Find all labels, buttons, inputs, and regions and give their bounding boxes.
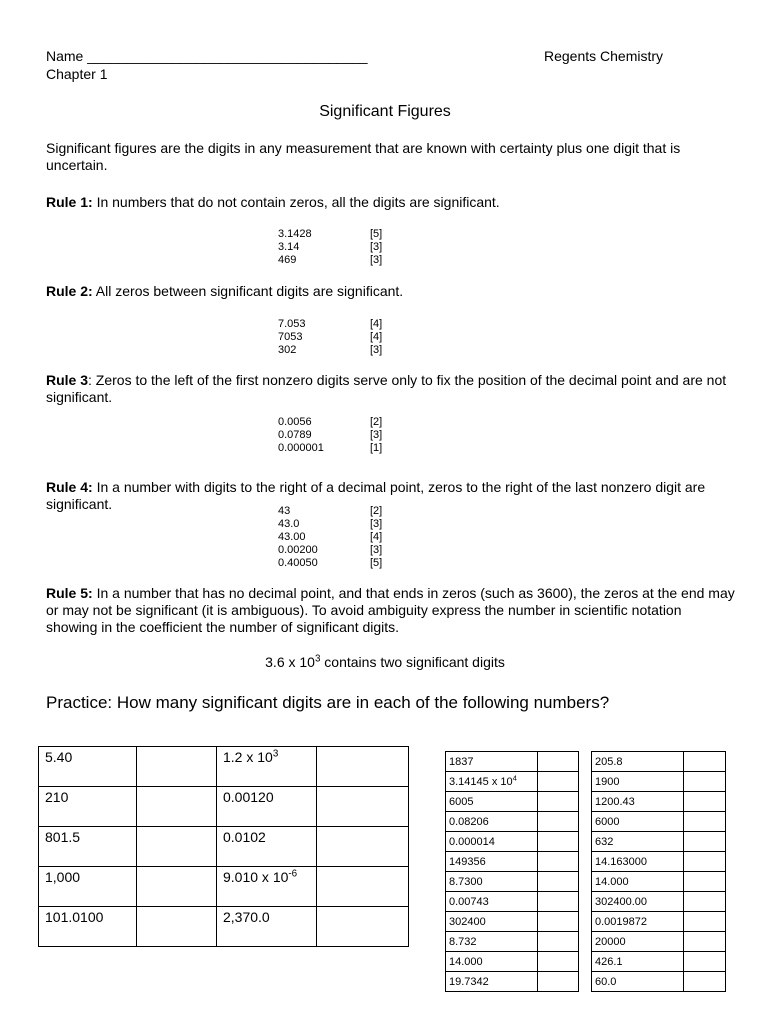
table-row [592,772,726,792]
answer-cell[interactable] [137,867,217,907]
example-count: [3] [370,544,383,556]
number-cell [592,792,684,812]
table-row [446,812,579,832]
sci-base: 3.6 x 10 [265,654,315,670]
number-value: 1,000 [45,869,81,885]
example-row [278,557,418,570]
answer-cell[interactable] [538,832,579,852]
number-cell [592,952,684,972]
answer-cell[interactable] [538,972,579,992]
table-row [592,812,726,832]
example-count: [2] [370,505,383,517]
number-value: 8.732 [449,935,477,948]
name-blank-line: ____________________________________ [87,48,368,64]
number-value: 9.010 x 10 [223,869,289,885]
answer-cell[interactable] [684,972,726,992]
example-value: 3.14 [278,241,300,253]
number-value: 5.40 [45,749,73,765]
number-value: 2,370.0 [223,909,270,925]
number-value: 101.0100 [45,909,104,925]
example-row [278,228,418,241]
answer-cell[interactable] [538,852,579,872]
table-row [39,867,409,907]
sci-description: contains two significant digits [320,654,505,670]
number-value: 14.163000 [595,855,647,868]
rule-1 [46,194,736,211]
example-count: [1] [370,442,383,454]
number-value: 14.000 [595,875,629,888]
answer-cell[interactable] [538,812,579,832]
example-value: 0.0056 [278,416,312,428]
example-count: [3] [370,254,383,266]
example-value: 469 [278,254,297,266]
answer-cell[interactable] [317,747,409,787]
answer-cell[interactable] [137,787,217,827]
example-row [278,344,418,357]
answer-cell[interactable] [538,792,579,812]
number-value: 0.08206 [449,815,489,828]
practice-table-large [38,746,409,947]
answer-cell[interactable] [684,892,726,912]
table-row [39,827,409,867]
example-row [278,518,418,531]
example-count: [4] [370,331,383,343]
example-row [278,442,418,455]
number-cell [39,747,137,787]
example-count: [5] [370,228,383,240]
number-exponent: 3 [272,748,279,760]
example-row [278,416,418,429]
example-value: 0.000001 [278,442,324,454]
example-count: [4] [370,318,383,330]
answer-cell[interactable] [684,932,726,952]
sci-exponent: 3 [314,653,321,665]
number-cell [446,832,538,852]
example-row [278,544,418,557]
number-cell [446,792,538,812]
table-row [446,952,579,972]
rule-2-text: All zeros between significant digits are significant. [92,283,404,299]
name-field [46,48,368,65]
rule-4-label: Rule 4: [46,479,93,495]
answer-cell[interactable] [137,747,217,787]
number-cell [446,912,538,932]
number-cell [217,747,317,787]
rule-3-examples [278,416,418,455]
answer-cell[interactable] [684,852,726,872]
example-value: 0.40050 [278,557,318,569]
number-value: 302400 [449,915,486,928]
number-cell [446,932,538,952]
table-row [592,872,726,892]
practice-table-small-right [591,751,726,992]
table-row [446,752,579,772]
number-value: 1900 [595,775,620,788]
table-row [446,832,579,852]
page-title: Significant Figures [319,103,451,120]
answer-cell[interactable] [684,752,726,772]
rule-5-text: In a number that has no decimal point, and that ends in zeros (such as 3600), the zeros at the end may or may not be significant (it is ambiguous). To avoid ambiguity express the number in scientific notation showing in the coefficient the number of significant digits. [46,585,735,635]
number-cell [592,912,684,932]
rule-4-text: In a number with digits to the right of a decimal point, zeros to the right of the last nonzero digit are significant. [46,479,706,512]
number-exponent: -6 [288,868,298,880]
rule-1-label: Rule 1: [46,194,93,210]
number-value: 20000 [595,935,626,948]
answer-cell[interactable] [538,892,579,912]
answer-cell[interactable] [684,912,726,932]
answer-cell[interactable] [538,772,579,792]
example-row [278,241,418,254]
table-row [446,852,579,872]
example-row [278,505,418,518]
example-count: [3] [370,518,383,530]
table-row [592,832,726,852]
number-cell [446,952,538,972]
number-exponent: 4 [512,772,517,782]
example-row [278,531,418,544]
number-cell [446,892,538,912]
table-row [446,912,579,932]
example-count: [3] [370,429,383,441]
table-row [592,892,726,912]
practice-table-small-left [445,751,579,992]
answer-cell[interactable] [684,952,726,972]
rule-3 [46,372,736,406]
number-cell [39,827,137,867]
answer-cell[interactable] [684,872,726,892]
answer-cell[interactable] [317,867,409,907]
example-count: [3] [370,241,383,253]
answer-cell[interactable] [538,952,579,972]
table-row [446,892,579,912]
example-count: [3] [370,344,383,356]
table-row [446,772,579,792]
answer-cell[interactable] [317,787,409,827]
intro-paragraph: Significant figures are the digits in any measurement that are known with certainty plus one digit that is uncertain. [46,140,681,173]
scientific-notation-example [0,654,770,671]
number-value: 3.14145 x 10 [449,775,513,788]
number-cell [217,907,317,947]
rule-4-examples [278,505,418,570]
table-row [446,872,579,892]
number-cell [39,867,137,907]
rule-5-label: Rule 5: [46,585,93,601]
number-value: 632 [595,835,614,848]
table-row [592,752,726,772]
table-row [592,792,726,812]
number-value: 8.7300 [449,875,483,888]
example-row [278,331,418,344]
example-value: 3.1428 [278,228,312,240]
number-value: 1200.43 [595,795,635,808]
number-value: 801.5 [45,829,81,845]
number-value: 210 [45,789,69,805]
number-cell [217,827,317,867]
number-value: 0.00743 [449,895,489,908]
rule-5 [46,585,736,636]
number-value: 19.7342 [449,975,489,988]
answer-cell[interactable] [137,827,217,867]
answer-cell[interactable] [137,907,217,947]
number-value: 60.0 [595,975,617,988]
example-count: [5] [370,557,383,569]
rule-2-label: Rule 2: [46,283,93,299]
answer-cell[interactable] [684,832,726,852]
number-cell [217,787,317,827]
number-cell [592,812,684,832]
number-cell [446,752,538,772]
number-cell [592,872,684,892]
number-cell [592,832,684,852]
rule-1-text: In numbers that do not contain zeros, all the digits are significant. [92,194,500,210]
example-count: [4] [370,531,383,543]
rule-3-text: : Zeros to the left of the first nonzero digits serve only to fix the position of the decimal point and are not significant. [46,372,727,405]
name-label: Name [46,48,84,64]
number-cell [592,772,684,792]
example-value: 302 [278,344,297,356]
answer-cell[interactable] [538,912,579,932]
number-value: 1837 [449,755,474,768]
number-value: 0.0019872 [595,915,647,928]
answer-cell[interactable] [684,812,726,832]
number-cell [39,907,137,947]
table-row [592,972,726,992]
number-cell [446,852,538,872]
example-value: 43 [278,505,291,517]
number-cell [592,972,684,992]
number-cell [446,772,538,792]
number-cell [592,852,684,872]
answer-cell[interactable] [317,827,409,867]
table-row [446,792,579,812]
table-row [39,787,409,827]
example-row [278,254,418,267]
answer-cell[interactable] [538,752,579,772]
number-cell [446,972,538,992]
table-row [39,747,409,787]
number-value: 1.2 x 10 [223,749,273,765]
chapter-label: Chapter 1 [46,66,108,82]
example-value: 43.00 [278,531,306,543]
table-row [592,932,726,952]
number-cell [592,932,684,952]
number-value: 149356 [449,855,486,868]
table-row [446,972,579,992]
table-row [592,952,726,972]
answer-cell[interactable] [538,872,579,892]
example-value: 7.053 [278,318,306,330]
number-cell [39,787,137,827]
answer-cell[interactable] [684,792,726,812]
table-row [39,907,409,947]
example-row [278,318,418,331]
number-value: 0.0102 [223,829,266,845]
number-cell [217,867,317,907]
number-value: 0.000014 [449,835,495,848]
course-name: Regents Chemistry [544,48,664,64]
example-value: 7053 [278,331,303,343]
answer-cell[interactable] [684,772,726,792]
rule-3-label: Rule 3 [46,372,89,388]
number-cell [446,812,538,832]
number-value: 205.8 [595,755,623,768]
example-row [278,429,418,442]
table-row [592,852,726,872]
number-value: 302400.00 [595,895,647,908]
table-row [446,932,579,952]
number-value: 6000 [595,815,620,828]
number-cell [592,892,684,912]
rule-2 [46,283,736,300]
number-value: 426.1 [595,955,623,968]
example-value: 43.0 [278,518,300,530]
example-value: 0.0789 [278,429,312,441]
number-value: 0.00120 [223,789,274,805]
practice-heading: Practice: How many significant digits are in each of the following numbers? [46,693,610,712]
example-value: 0.00200 [278,544,318,556]
number-cell [446,872,538,892]
number-value: 14.000 [449,955,483,968]
example-count: [2] [370,416,383,428]
number-cell [592,752,684,772]
rule-1-examples [278,228,418,267]
number-value: 6005 [449,795,474,808]
answer-cell[interactable] [538,932,579,952]
rule-2-examples [278,318,418,357]
table-row [592,912,726,932]
answer-cell[interactable] [317,907,409,947]
